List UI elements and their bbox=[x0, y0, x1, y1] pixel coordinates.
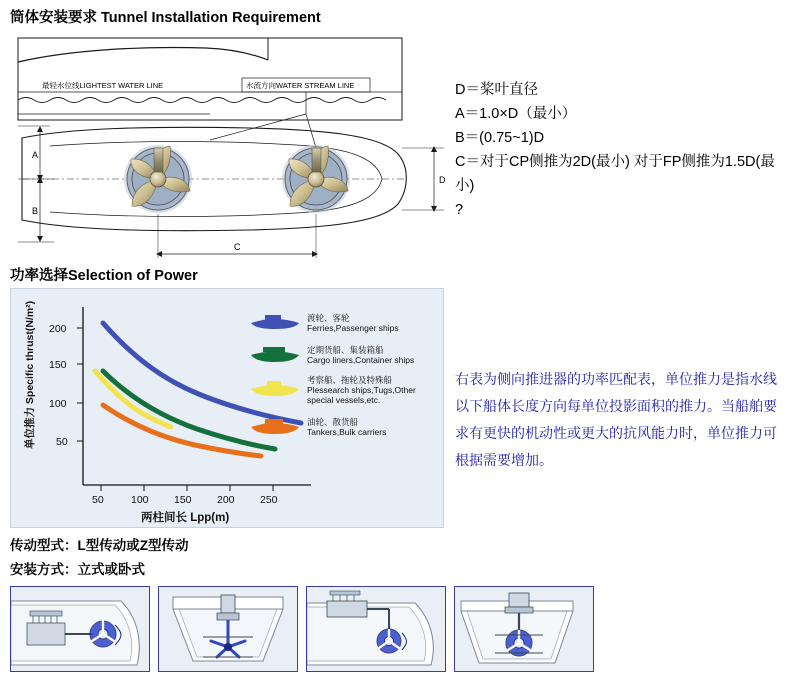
svg-text:Tankers,Bulk carriers: Tankers,Bulk carriers bbox=[307, 427, 387, 437]
thumb-vertical-drive-section-view[interactable] bbox=[158, 586, 298, 672]
svg-text:Plessearch ships,Tugs,Other: Plessearch ships,Tugs,Other bbox=[307, 385, 416, 395]
specific-thrust-chart bbox=[10, 288, 444, 528]
svg-text:50: 50 bbox=[56, 436, 68, 448]
dimension-c bbox=[156, 214, 318, 258]
svg-text:Ferries,Passenger ships: Ferries,Passenger ships bbox=[307, 323, 399, 333]
formula-line-b: B＝(0.75~1)D bbox=[455, 130, 545, 146]
chart-x-label: 两柱间长 Lpp(m) bbox=[141, 512, 230, 524]
svg-text:200: 200 bbox=[217, 494, 235, 506]
svg-text:定期货船、集装箱船: 定期货船、集装箱船 bbox=[307, 345, 384, 355]
chart-y-label: 单位推力 Specific thrust(N/m²) bbox=[24, 300, 36, 449]
legend-item-ferries bbox=[251, 313, 399, 333]
thumb-z-drive-hull-view[interactable] bbox=[454, 586, 594, 672]
legend-item-tankers bbox=[251, 417, 386, 437]
formula-line-c: C＝对于CP侧推为2D(最小) 对于FP侧推为1.5D(最小) bbox=[455, 154, 775, 194]
thruster-unit-left bbox=[124, 145, 192, 213]
legend-item-research bbox=[251, 375, 416, 405]
thruster-unit-right bbox=[282, 145, 350, 213]
svg-text:100: 100 bbox=[131, 494, 149, 506]
svg-text:渡轮、客轮: 渡轮、客轮 bbox=[307, 313, 350, 323]
legend-item-cargo bbox=[251, 345, 414, 365]
page-title-tunnel: 筒体安装要求 Tunnel Installation Requirement bbox=[10, 10, 321, 26]
svg-text:200: 200 bbox=[49, 323, 67, 335]
label-water-stream-line: 水流方向WATER STREAM LINE bbox=[246, 81, 355, 90]
thumb-horizontal-drive-bow-view[interactable] bbox=[10, 586, 150, 672]
label-lightest-water-line: 最轻水位线LIGHTEST WATER LINE bbox=[42, 81, 164, 90]
page-title-power: 功率选择Selection of Power bbox=[10, 268, 198, 284]
installation-thumbnail-row bbox=[10, 586, 780, 674]
svg-text:A: A bbox=[32, 150, 39, 160]
svg-text:150: 150 bbox=[49, 359, 67, 371]
install-type-label: 安装方式：立式或卧式 bbox=[10, 562, 145, 577]
svg-text:special vessels,etc.: special vessels,etc. bbox=[307, 395, 381, 405]
svg-text:100: 100 bbox=[49, 398, 67, 410]
svg-text:50: 50 bbox=[92, 494, 104, 506]
thumb-l-drive-hull-view[interactable] bbox=[306, 586, 446, 672]
chart-x-ticks bbox=[92, 485, 278, 506]
formula-line-a: A＝1.0×D（最小） bbox=[455, 106, 577, 122]
svg-text:油轮、散货船: 油轮、散货船 bbox=[307, 417, 359, 427]
series-tankers-bulk bbox=[103, 405, 261, 456]
dimension-b bbox=[18, 177, 54, 242]
formula-line-extra: ? bbox=[455, 202, 464, 218]
svg-text:B: B bbox=[32, 206, 39, 216]
svg-text:C: C bbox=[234, 242, 241, 252]
chart-y-ticks bbox=[49, 323, 83, 448]
svg-text:D: D bbox=[439, 175, 446, 185]
power-note-text: 右表为侧向推进器的功率匹配表，单位推力是指水线以下船体长度方向每单位投影面积的推力。当船舶要求有更快的机动性或更大的抗风能力时，单位推力可根据需要增加。 bbox=[455, 371, 777, 468]
svg-text:150: 150 bbox=[174, 494, 192, 506]
svg-text:Cargo liners,Container ships: Cargo liners,Container ships bbox=[307, 355, 415, 365]
formula-list bbox=[455, 78, 785, 222]
svg-text:考察船、拖轮及特殊船: 考察船、拖轮及特殊船 bbox=[307, 375, 393, 385]
tunnel-installation-diagram bbox=[10, 28, 450, 258]
svg-text:250: 250 bbox=[260, 494, 278, 506]
formula-line-d: D＝桨叶直径 bbox=[455, 82, 538, 98]
dimension-d bbox=[402, 146, 446, 212]
drive-type-label: 传动型式：L型传动或Z型传动 bbox=[10, 538, 189, 553]
